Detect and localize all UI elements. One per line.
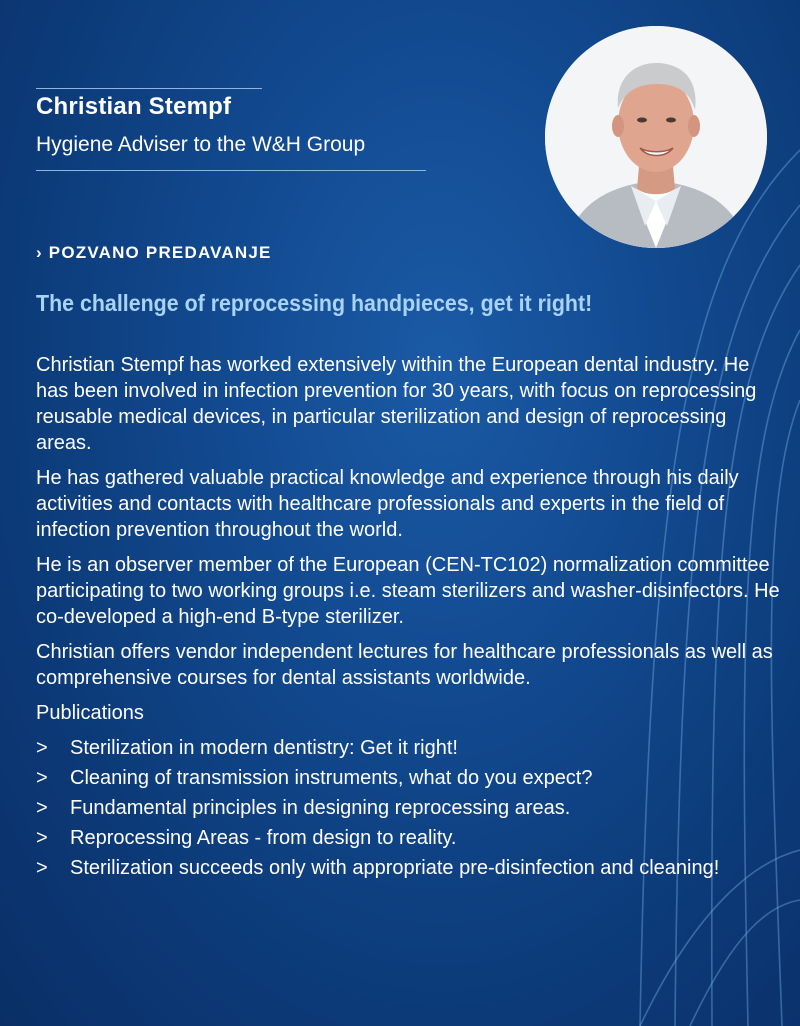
bio-paragraph: He is an observer member of the European (CEN-TC102) normalization committee participating to two working groups i.e. steam sterilizers and washer-disinfectors. He co-developed a high-end B-type sterilizer. — [36, 554, 780, 628]
speaker-photo — [545, 26, 767, 248]
bio-paragraph: Christian offers vendor independent lectures for healthcare professionals as well as comprehensive courses for dental assistants worldwide. — [36, 641, 773, 689]
publication-item — [36, 795, 784, 821]
role-bottom-rule — [36, 170, 426, 171]
name-top-rule — [36, 88, 262, 89]
talk-title: The challenge of reprocessing handpieces, get it right! — [36, 290, 593, 316]
speaker-name: Christian Stempf — [36, 93, 232, 120]
chevron-bullet-icon: > — [36, 827, 48, 849]
section-label: › POZVANO PREDAVANJE — [36, 243, 272, 262]
chevron-bullet-icon: > — [36, 857, 48, 879]
publication-title: Reprocessing Areas - from design to reality. — [70, 827, 457, 849]
publication-item — [36, 765, 784, 791]
bio-section — [36, 352, 784, 885]
publication-title: Fundamental principles in designing reprocessing areas. — [70, 797, 571, 819]
publication-item — [36, 855, 740, 881]
publications-heading: Publications — [36, 702, 144, 724]
bio-paragraph: He has gathered valuable practical knowledge and experience through his daily activities and contacts with healthcare professionals and experts in the field of infection prevention throughout the world. — [36, 467, 739, 541]
publication-title: Cleaning of transmission instruments, what do you expect? — [70, 767, 593, 789]
speaker-portrait-illustration — [545, 26, 767, 248]
bio-paragraph: Christian Stempf has worked extensively within the European dental industry. He has been involved in infection prevention for 30 years, with focus on reprocessing reusable medical devices, in particular sterilization and design of reprocessing areas. — [36, 354, 757, 454]
publication-item — [36, 735, 784, 761]
publications-list — [36, 735, 784, 881]
chevron-bullet-icon: > — [36, 767, 48, 789]
publication-title: Sterilization in modern dentistry: Get it right! — [70, 737, 458, 759]
publication-title: Sterilization succeeds only with appropriate pre-disinfection and cleaning! — [70, 857, 720, 879]
publication-item — [36, 825, 784, 851]
chevron-bullet-icon: > — [36, 737, 48, 759]
chevron-bullet-icon: > — [36, 797, 48, 819]
speaker-role: Hygiene Adviser to the W&H Group — [36, 133, 366, 156]
